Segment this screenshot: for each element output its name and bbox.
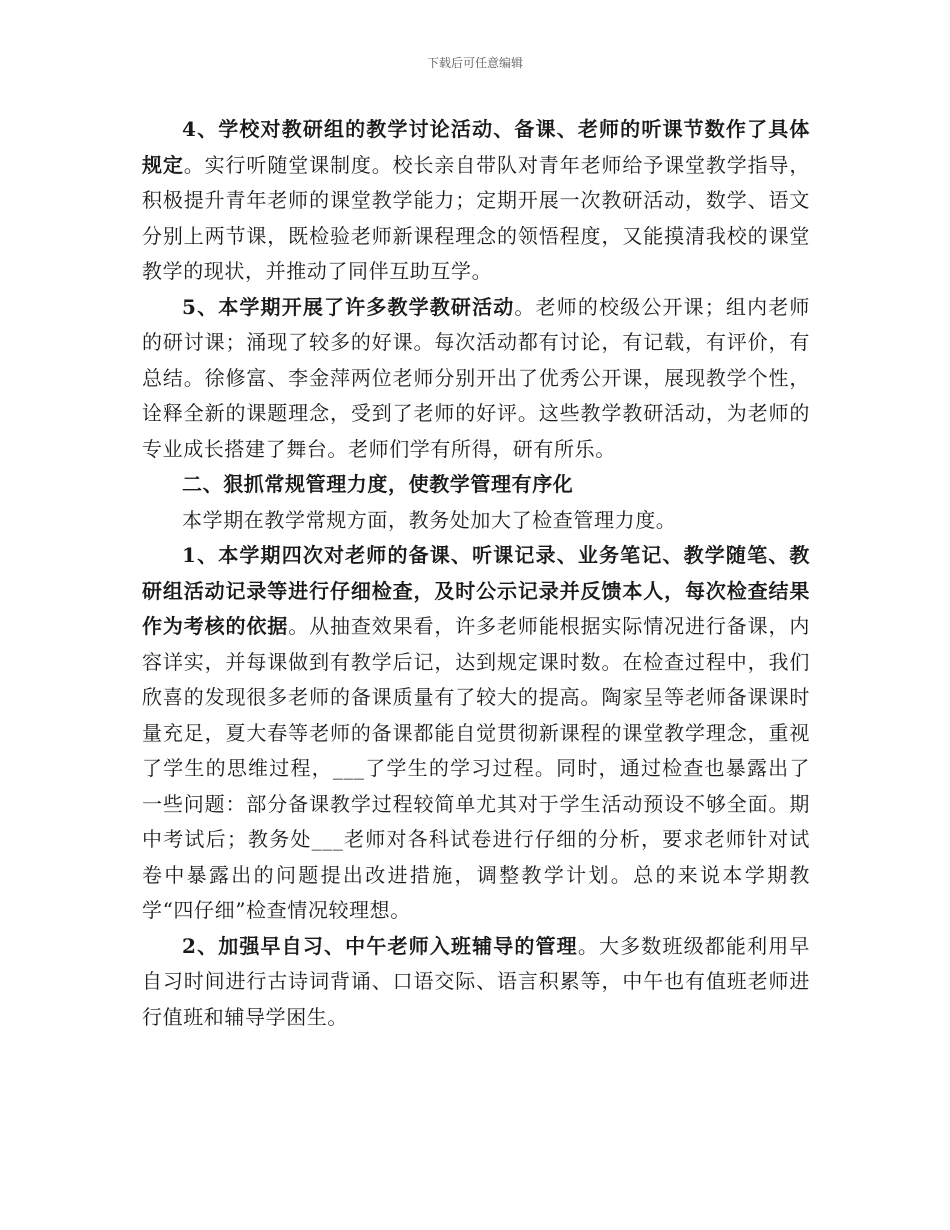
paragraph-lead-bold: 2、加强早自习、中午老师入班辅导的管理 (182, 933, 578, 958)
paragraph-4 (142, 112, 810, 290)
paragraph-text: 本学期在教学常规方面，教务处加大了检查管理力度。 (182, 507, 677, 532)
paragraph-text: 。大多数班级都能利用早自习时间进行古诗词背诵、口语交际、语言积累等，中午也有值班老师进行值班和辅导学困生。 (142, 933, 810, 1029)
paragraph-text: 。从抽查效果看，许多老师能根据实际情况进行备课，内容详实，并每课做到有教学后记，达到规定课时数。在检查过程中，我们欣喜的发现很多老师的备课质量有了较大的提高。陶家呈等老师备课课时量充足，夏大春等老师的备课都能自觉贯彻新课程的课堂教学理念，重视了学生的思维过程，___了学生的学习过程。同时，通过检查也暴露出了一些问题：部分备课教学过程较简单尤其对于学生活动预设不够全面。期中考试后；教务处___老师对各科试卷进行仔细的分析，要求老师针对试卷中暴露出的问题提出改进措施，调整教学计划。总的来说本学期教学“四仔细”检查情况较理想。 (142, 614, 810, 922)
paragraph-text: 。老师的校级公开课；组内老师的研讨课；涌现了较多的好课。每次活动都有讨论，有记载，有评价，有总结。徐修富、李金萍两位老师分别开出了优秀公开课，展现教学个性，诠释全新的课题理念，受到了老师的好评。这些教学教研活动，为老师的专业成长搭建了舞台。老师们学有所得，研有所乐。 (142, 294, 810, 461)
document-body (142, 112, 810, 1035)
paragraph-text: 。实行听随堂课制度。校长亲自带队对青年老师给予课堂教学指导，积极提升青年老师的课堂教学能力；定期开展一次教研活动，数学、语文分别上两节课，既检验老师新课程理念的领悟程度，又能摸清我校的课堂教学的现状，并推动了同伴互助互学。 (142, 152, 811, 283)
section-intro (142, 503, 810, 539)
section-heading-text: 二、狠抓常规管理力度，使教学管理有序化 (182, 472, 574, 496)
paragraph-lead-bold: 5、本学期开展了许多教学教研活动 (182, 294, 515, 319)
paragraph-2-morning-study (142, 929, 810, 1036)
page-header-note: 下载后可任意编辑 (426, 56, 523, 70)
paragraph-lead-bold: 4、学校对教研组的教学讨论活动、备课、老师的听课节数作了具体规定 (142, 117, 810, 177)
paragraph-5 (142, 290, 810, 468)
paragraph-lead-bold: 1、本学期四次对老师的备课、听课记录、业务笔记、教学随笔、教研组活动记录等进行仔细检查，及时公示记录并反馈本人，每次检查结果作为考核的依据 (142, 543, 810, 638)
paragraph-1-inspection (142, 538, 810, 929)
section-heading-2 (142, 467, 810, 503)
